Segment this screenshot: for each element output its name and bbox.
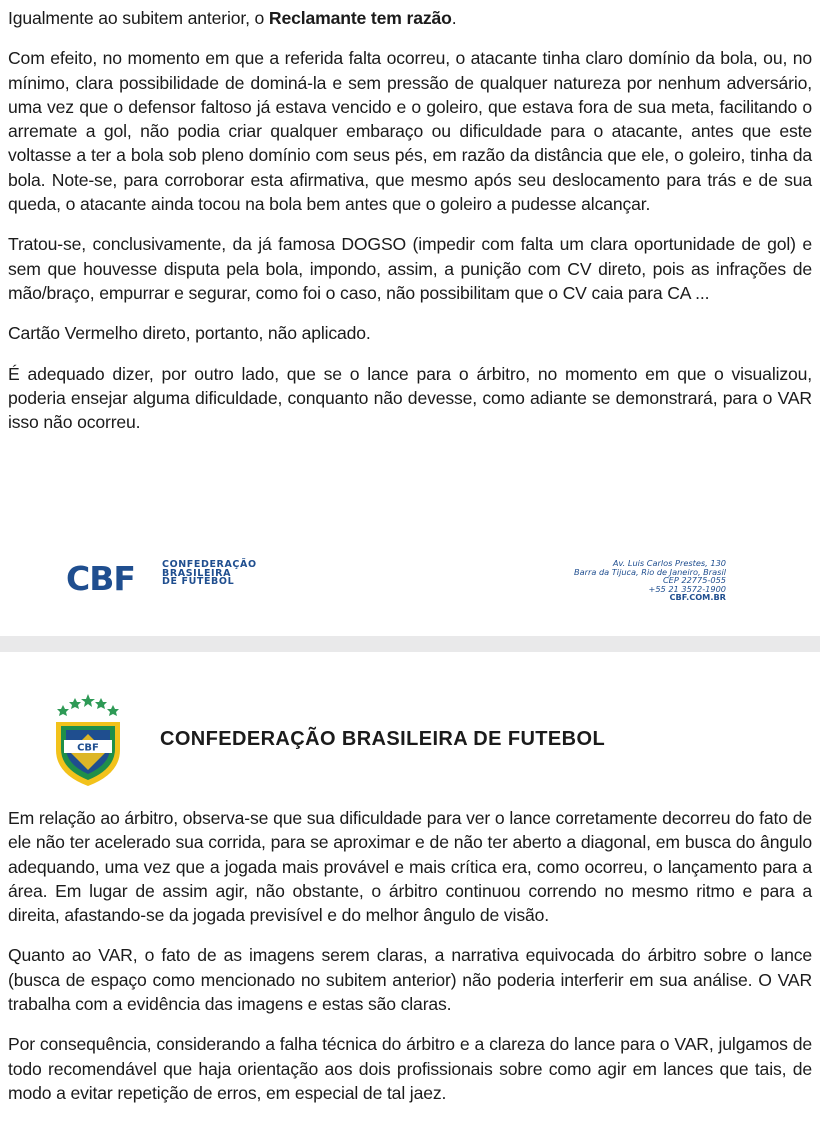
address-line: CEP 22775-055 [662, 575, 726, 586]
page-2-body [8, 806, 812, 1121]
intro-text: Igualmente ao subitem anterior, o [8, 8, 269, 28]
cbf-name-line: DE FUTEBOL [162, 576, 235, 588]
intro-bold-text: Reclamante tem razão [268, 8, 452, 28]
page-title: CONFEDERAÇÃO BRASILEIRA DE FUTEBOL [160, 728, 606, 750]
cbf-name-line: CONFEDERAÇÃO [162, 559, 257, 570]
address-line: Av. Luis Carlos Prestes, 130 [612, 558, 726, 568]
paragraph: Em relação ao árbitro, observa-se que sua dificuldade para ver o lance corretamente decorreu do fato de ele não ter acelerado sua corrida, para se aproximar e de não ter aberto a diagonal, em busca do ângulo adequando, uma vez que a jogada mais provável e mais crítica era, como ocorreu, o lançamento para a área. Em lugar de assim agir, não obstante, o árbitro continuou correndo no mesmo ritmo e para a direita, afastando-se da jogada previsível e do melhor ângulo de visão. [8, 808, 812, 926]
paragraph: É adequado dizer, por outro lado, que se o lance para o árbitro, no momento em que o visualizou, poderia ensejar alguma dificuldade, conquanto não devesse, como adiante se demonstrará, para o VAR isso não ocorreu. [8, 363, 812, 433]
document-page-2 [0, 652, 820, 1148]
phone-number: +55 21 3572-1900 [648, 583, 726, 594]
page-header [8, 652, 812, 800]
intro-paragraph [8, 6, 812, 30]
cbf-full-name [162, 561, 257, 587]
page-divider [0, 636, 820, 652]
cbf-footer [66, 555, 726, 611]
cbf-address [574, 559, 726, 602]
address-line: Barra da Tijuca, Rio de Janeiro, Brasil [573, 566, 726, 577]
cbf-logo: CBF [66, 559, 135, 598]
paragraph: Cartão Vermelho direto, portanto, não aplicado. [8, 323, 371, 344]
intro-end: . [451, 8, 457, 28]
paragraph: Com efeito, no momento em que a referida falta ocorreu, o atacante tinha claro domínio da bola, ou, no mínimo, clara possibilidade de dominá-la e sem pressão de qualquer natureza por nenhum adversário, uma vez que o defensor faltoso já estava vencido e o goleiro, que estava fora de sua meta, facilitando o arremate a gol, não podia criar qualquer embaraço ou dificuldade para o atacante, antes que este voltasse a ter a bola sob pleno domínio com seus pés, em razão da distância que ele, o goleiro, tinha da bola. Note-se, para corroborar esta afirmativa, que mesmo após seu deslocamento para trás e de sua queda, o atacante ainda tocou na bola bem antes que o goleiro a pudesse alcançar. [8, 48, 812, 215]
paragraph: Tratou-se, conclusivamente, da já famosa DOGSO (impedir com falta um clara oportunidade de gol) e sem que houvesse disputa pela bola, impondo, assim, a punição com CV direto, pois as infrações de mão/braço, empurrar e segurar, como foi o caso, não possibilitam que o CV caia para CA ... [8, 234, 812, 303]
paragraph: Quanto ao VAR, o fato de as imagens serem claras, a narrativa equivocada do árbitro sobre o lance (busca de espaço como mencionado no subitem anterior) não poderia interferir em sua análise. O VAR trabalha com a evidência das imagens e estas são claras. [8, 945, 812, 1015]
paragraph: Por consequência, considerando a falha técnica do árbitro e a clareza do lance para o VAR, julgamos de todo recomendável que haja orientação aos dois profissionais sobre como agir em lances que tais, de modo a evitar repetição de erros, em especial de tal jaez. [8, 1034, 812, 1103]
cbf-name-line: BRASILEIRA [162, 567, 232, 579]
website-link: CBF.COM.BR [669, 592, 726, 603]
cbf-crest-icon [46, 692, 130, 788]
crest-label: CBF [77, 742, 99, 754]
